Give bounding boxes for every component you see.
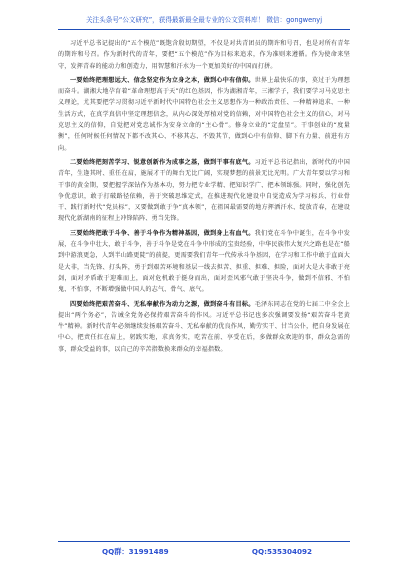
section-heading: 一要始终把理想远大、信念坚定作为立身之本，做到心中有信仰。 (70, 76, 255, 84)
section-paragraph-1 (58, 75, 350, 154)
section-heading: 三要始终把敢于斗争、善于斗争作为精神基因，做到身上有血气。 (70, 229, 255, 237)
section-paragraph-2 (58, 157, 350, 225)
intro-paragraph (58, 38, 350, 72)
section-paragraph-3 (58, 228, 350, 296)
qq-label: QQ:535304092 (251, 547, 312, 556)
document-body (58, 38, 350, 355)
paragraph-body: 习近平总书记提出的“五个模范”既饱含殷切期望，不仅是对共青团员的期许和号召，也是对所有青年的期许和号召。作为新时代的青年，要把“五个模范”作为目标来追求，作为准则来遵循。作为使命来坚守，发挥青春的能动力和创造力，用智慧和汗水为一个更加美好的中国而打拼。 (58, 40, 350, 70)
paragraph-body: 毛泽东同志在党的七届二中全会上提出“两个务必”，告诫全党务必保持艰苦奋斗的作风。习近平总书记也多次强调要发扬“艰苦奋斗老黄牛”精神。新时代青年必须继续发扬艰苦奋斗、无私奉献的优良作风，勤劳实干、甘当公仆，把自身发展在中心，把责任扛在肩上，躬践实地，求真务实，吃苦在前、享受在后，多做群众欢迎的事，群众急需的事，群众受益的事，以自己的辛苦指数换来群众的幸福指数。 (58, 300, 350, 353)
footer-contact (58, 547, 350, 557)
qq-group-label: QQ群：31991489 (102, 547, 169, 556)
header-divider (58, 29, 350, 30)
footer-divider (58, 541, 350, 542)
header-banner: 关注头条号“公文研究”，获得最新最全最专业的公文资料库！ 微信：gongwenyj (85, 16, 323, 24)
section-paragraph-4 (58, 299, 350, 355)
paragraph-body: 我们党在斗争中诞生，在斗争中发展，在斗争中壮大，敢于斗争，善于斗争是党在斗争中形成的宝贵经验，中华民族伟大复兴之路也是在“船到中游浪更急，人到半山路更陡”的前提，更需要我们青年一代传承斗争基因，在学习和工作中敢于直面大是大非，当先锋、打头阵，勇于到艰苦环境和基层一线去担苦、担重、担难、担险，面对大是大非敢于亮剑，面对矛盾敢于迎难而上，面对危机敢于挺身而出，面对歪风邪气敢于坚决斗争，做到不信邪、不怕鬼、不怕事，不断增强做中国人的志气、骨气、底气。 (58, 229, 350, 294)
section-heading: 二要始终把刻苦学习、锐意创新作为成事之基，做到干事有底气。 (70, 158, 255, 166)
paragraph-body: 习近平总书记指出，新时代的中国青年，生逢其时、重任在肩，施展才干的舞台无比广阔，实现梦想的前景无比光明。广大青年要以学习和干事的黄金期，要把握学深钻作为基本功，努力把专业学精、把知识学广、把本领练强。同时，强化创先争优意识，敢于打破路径依赖，善于突破思维定式，在推进现代化建设中自觉造成为学习标兵、行业骨干、践行新时代“党员标”，又要做到敢于争“真本领”，在祖国最需要的地方挥洒汗水、绽放青春，在建设现代化新湖南的征程上冲锋陷阵、勇当先锋。 (58, 158, 350, 223)
paragraph-body: 世界上最快乐的事，莫过于为理想而奋斗。湖湘大地孕育着“革命理想高于天”的红色基因，作为湖湘青年，三湘学子，我们要学习马克思主义理论，尤其要把学习贯彻习近平新时代中国特色社会主义思想作为一种政治责任、一种精神追求、一种生活方式，在真学真信中坚定理想信念，从内心深处厚植对党的信赖，对中国特色社会主义的信心，对马克思主义的信仰，自觉把对党忠诚作为安身立命的“主心骨”。修身立业的“定盘星”。干事创业的“度量衡”，任何时候任何情况下都不改其心、不移其志、不毁其节，做到心中有信仰、脚下有力量、前进有方向。 (58, 76, 350, 152)
section-heading: 四要始终把艰苦奋斗、无私奉献作为动力之源，做到奋斗有目标。 (70, 300, 255, 308)
